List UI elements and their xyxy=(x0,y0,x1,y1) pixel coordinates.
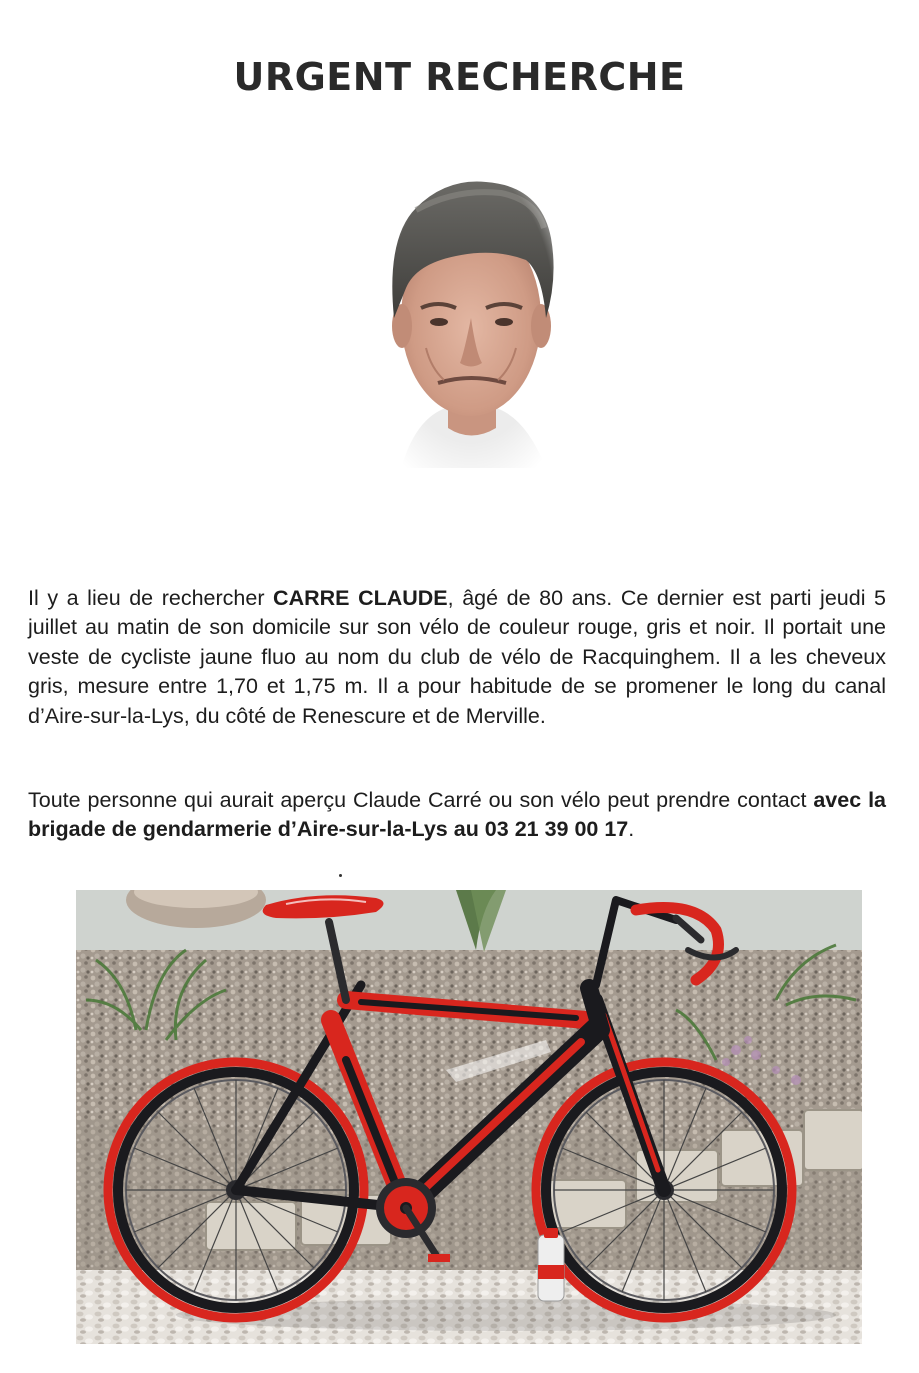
man-face-illustration xyxy=(376,168,566,478)
description-body: , âgé de 80 ans. Ce dernier est parti jeudi 5 juillet au matin de son domicile sur son vélo de couleur rouge, gris et noir. Il portait une veste de cycliste jaune fluo au nom du club de vélo de Racquinghem. Il a les cheveux gris, mesure entre 1,70 et 1,75 m. Il a pour habitude de se promener le long du canal d’Aire-sur-la-Lys, du côté de Renescure et de Merville. xyxy=(28,585,887,728)
contact-details: avec la brigade de gendarmerie d’Aire-sur-la-Lys au 03 21 39 00 17 xyxy=(28,787,887,842)
contact-end: . xyxy=(628,817,635,842)
description-paragraph xyxy=(28,584,886,732)
portrait-photo xyxy=(376,168,566,478)
contact-intro: Toute personne qui aurait aperçu Claude Carré ou son vélo peut prendre contact xyxy=(28,787,814,812)
description-intro: Il y a lieu de rechercher xyxy=(28,585,274,610)
page-title: URGENT RECHERCHE xyxy=(233,55,686,100)
stray-dot xyxy=(339,874,342,877)
red-road-bike-illustration xyxy=(76,890,862,1344)
missing-person-name: CARRE CLAUDE xyxy=(273,585,448,610)
bike-photo xyxy=(76,890,862,1344)
contact-paragraph xyxy=(28,786,886,845)
